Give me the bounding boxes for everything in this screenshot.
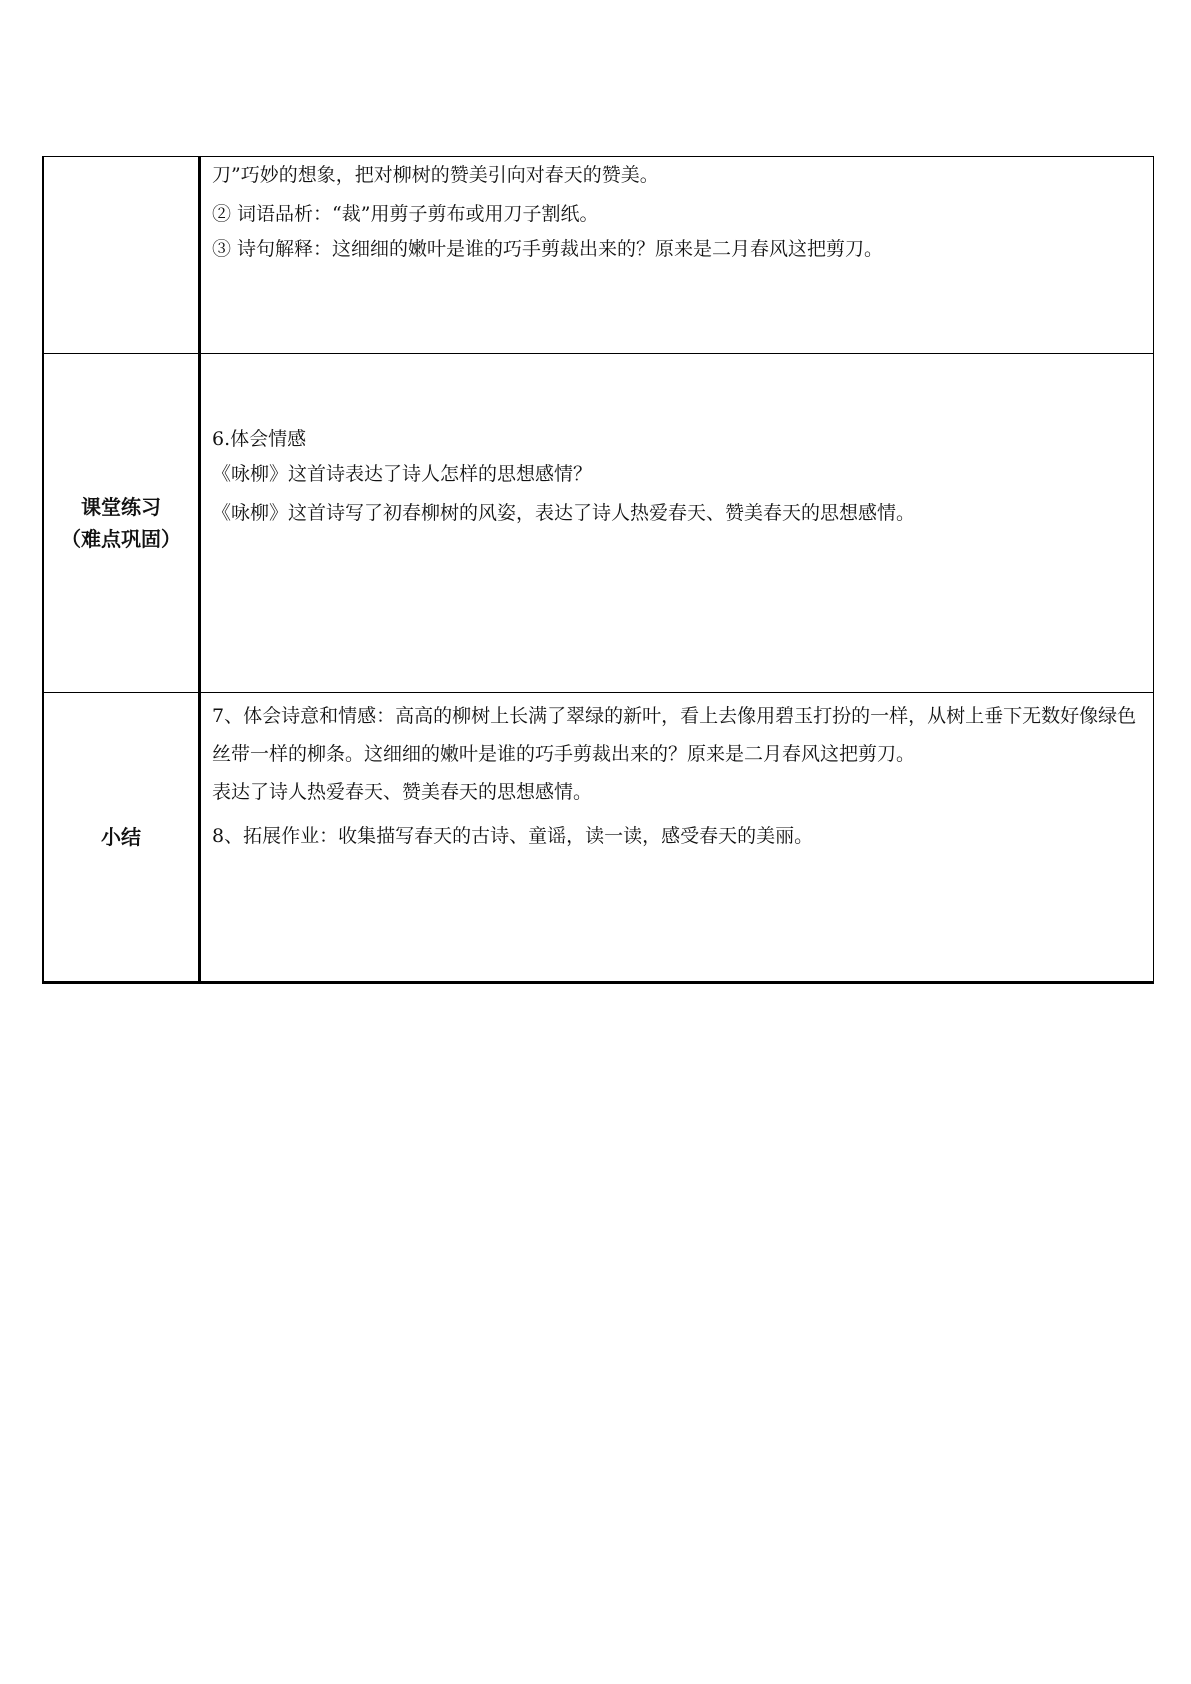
row-content-cell [200,157,1154,354]
content-line: 刀”巧妙的想象，把对柳树的赞美引向对春天的赞美。 [212,164,659,186]
row-label: 小结 [101,825,141,849]
content-line: 7、体会诗意和情感：高高的柳树上长满了翠绿的新叶，看上去像用碧玉打扮的一样，从树上垂下无数好像绿色丝带一样的柳条。这细细的嫩叶是谁的巧手剪裁出来的？原来是二月春风这把剪刀。 [212,705,1137,765]
content-line: ③ 诗句解释：这细细的嫩叶是谁的巧手剪裁出来的？原来是二月春风这把剪刀。 [212,238,884,260]
content-line: 6.体会情感 [212,428,307,450]
row-label-cell [43,354,200,693]
table-row [43,693,1154,983]
row-content-cell [200,693,1154,983]
content-line: ② 词语品析：“裁”用剪子剪布或用刀子割纸。 [212,203,599,225]
lesson-plan-table [42,156,1154,984]
content-line: 《咏柳》这首诗表达了诗人怎样的思想感情？ [212,463,593,485]
row-content-cell [200,354,1154,693]
row-label-cell [43,693,200,983]
table-row [43,157,1154,354]
content-line: 8、拓展作业：收集描写春天的古诗、童谣，读一读，感受春天的美丽。 [212,825,814,847]
row-label: 课堂练习 [81,495,161,519]
row-label-sub: （难点巩固） [61,527,181,551]
content-line: 《咏柳》这首诗写了初春柳树的风姿，表达了诗人热爱春天、赞美春天的思想感情。 [212,502,916,524]
row-label-cell [43,157,200,354]
table-row [43,354,1154,693]
content-line: 表达了诗人热爱春天、赞美春天的思想感情。 [212,781,593,803]
